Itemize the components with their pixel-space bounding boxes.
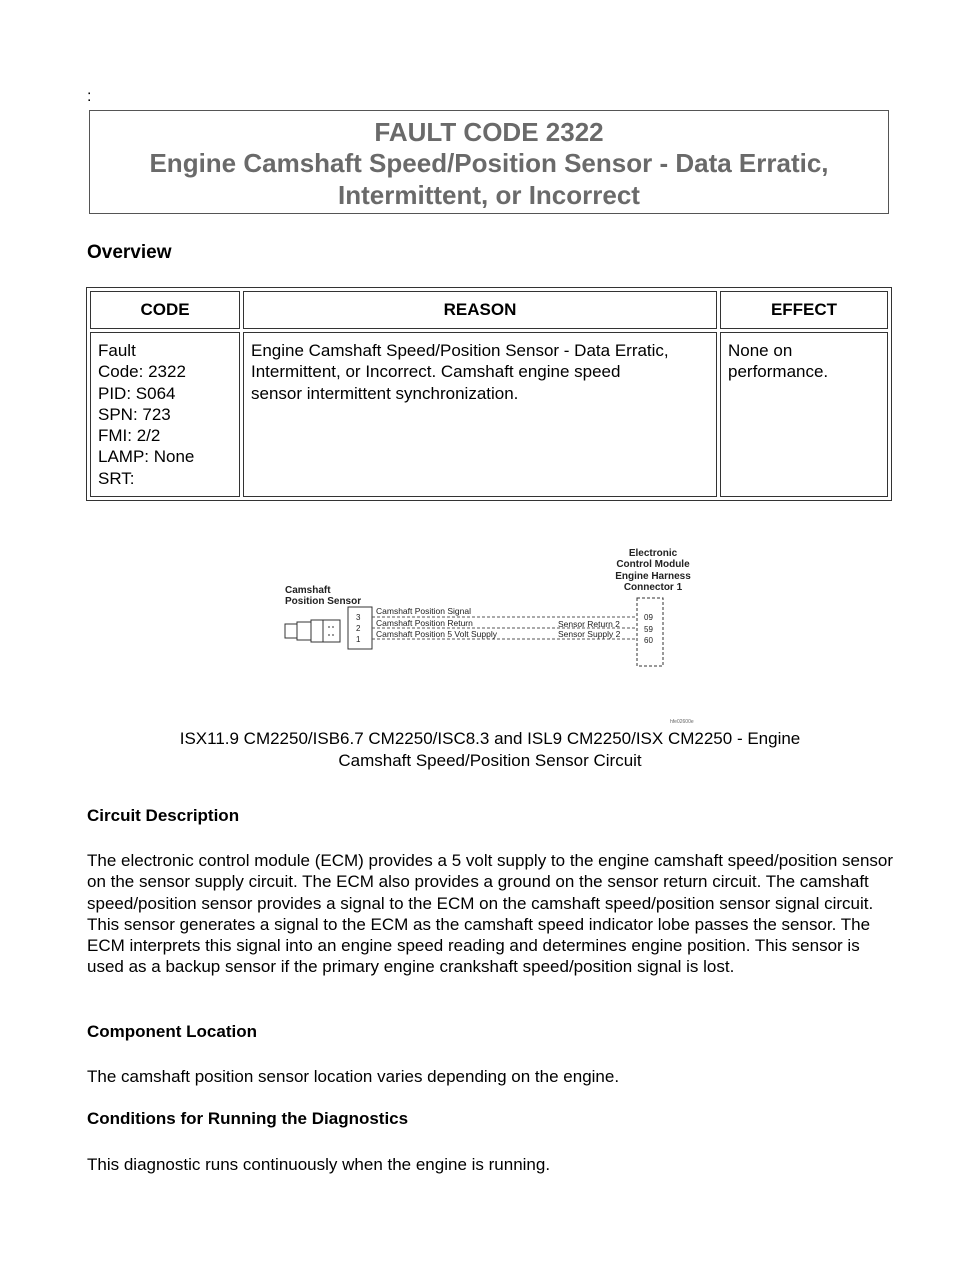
wire-label: Camshaft Position 5 Volt Supply xyxy=(376,629,497,639)
table-header-row xyxy=(90,291,888,329)
sensor-pin: 1 xyxy=(356,635,361,644)
wire-label: Camshaft Position Signal xyxy=(376,606,471,616)
code-line: FMI: 2/2 xyxy=(98,426,161,446)
wire-label: Camshaft Position Return xyxy=(376,618,473,628)
code-line: Code: 2322 xyxy=(98,362,186,382)
sensor-label-line: Position Sensor xyxy=(285,596,362,607)
figure-id: hfe02600e xyxy=(670,719,694,725)
caption-line-1: ISX11.9 CM2250/ISB6.7 CM2250/ISC8.3 and ISL9 CM2250/ISX CM2250 - Engine xyxy=(179,729,801,748)
code-cell xyxy=(90,332,240,497)
ecm-pin: 60 xyxy=(644,636,653,645)
ecm-wire-label: Sensor Return 2 xyxy=(558,619,620,629)
component-location-heading: Component Location xyxy=(87,1022,257,1041)
code-line: Fault xyxy=(98,341,136,360)
code-line: LAMP: None xyxy=(98,447,195,467)
code-line: SRT: xyxy=(98,468,135,488)
fault-title-line-2: Engine Camshaft Speed/Position Sensor - Data Erratic, xyxy=(149,148,829,178)
conditions-heading: Conditions for Running the Diagnostics xyxy=(87,1109,409,1128)
overview-table xyxy=(86,287,892,501)
circuit-description-text: The electronic control module (ECM) provides a 5 volt supply to the engine camshaft speed/position sensor on the sensor supply circuit. The ECM also provides a ground on the sensor return circuit. The camshaft speed/position sensor provides a signal to the ECM on the camshaft speed/position sensor signal circuit. This sensor generates a signal to the ECM as the camshaft speed indicator lobe passes the sensor. The ECM interprets this signal into an engine speed reading and determines engine position. This sensor is used as a backup sensor if the primary engine crankshaft speed/position signal is lost. xyxy=(87,851,894,977)
page-marker: : xyxy=(87,88,92,105)
ecm-label-line: Electronic xyxy=(628,548,678,559)
caption-line-2: Camshaft Speed/Position Sensor Circuit xyxy=(338,750,642,770)
column-header-effect: EFFECT xyxy=(720,291,888,329)
figure-caption xyxy=(87,728,893,771)
title-box xyxy=(89,110,889,214)
effect-cell: None on performance. xyxy=(720,332,888,497)
ecm-label-line: Connector 1 xyxy=(623,582,683,593)
component-location-text: The camshaft position sensor location varies depending on the engine. xyxy=(87,1067,620,1086)
sensor-label-line: Camshaft xyxy=(285,585,331,596)
conditions-text: This diagnostic runs continuously when the engine is running. xyxy=(87,1155,551,1174)
overview-heading: Overview xyxy=(87,242,172,263)
ecm-label-line: Engine Harness xyxy=(615,571,691,582)
circuit-description-heading: Circuit Description xyxy=(87,806,240,825)
code-line: PID: S064 xyxy=(98,383,176,403)
fault-title-line-3: Intermittent, or Incorrect xyxy=(338,180,640,210)
camshaft-sensor-icon xyxy=(285,598,663,666)
ecm-label-line: Control Module xyxy=(616,559,690,570)
column-header-code: CODE xyxy=(90,291,240,329)
ecm-wire-label: Sensor Supply 2 xyxy=(558,629,621,639)
ecm-pin: 09 xyxy=(644,613,653,622)
reason-cell: Engine Camshaft Speed/Position Sensor - Data Erratic, Intermittent, or Incorrect. Camshaft engine speed sensor intermittent synchronization. xyxy=(243,332,717,497)
ecm-pin: 59 xyxy=(644,625,653,634)
sensor-pin: 3 xyxy=(356,613,361,622)
code-line: SPN: 723 xyxy=(98,404,171,424)
fault-code-title: FAULT CODE 2322 xyxy=(374,117,604,147)
sensor-pin: 2 xyxy=(356,624,361,633)
table-row xyxy=(90,332,888,497)
column-header-reason: REASON xyxy=(243,291,717,329)
